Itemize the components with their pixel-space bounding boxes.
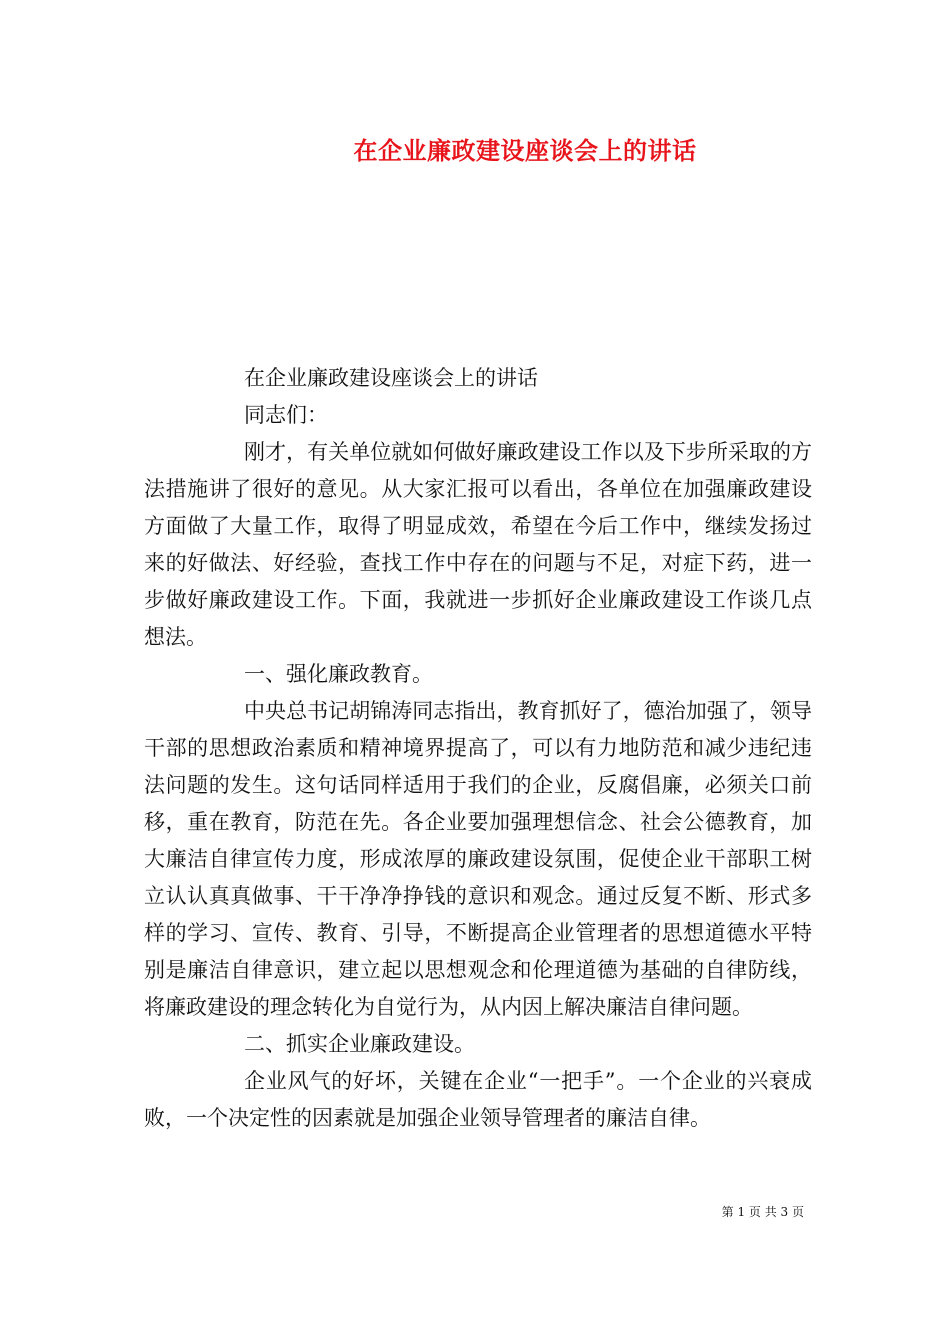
page-number-footer: 第 1 页 共 3 页 [721, 1205, 804, 1219]
document-body [144, 360, 812, 1137]
body-heading: 在企业廉政建设座谈会上的讲话 [244, 366, 538, 390]
paragraph-section-1: 中央总书记胡锦涛同志指出，教育抓好了，德治加强了，领导干部的思想政治素质和精神境界提高了，可以有力地防范和减少违纪违法问题的发生。这句话同样适用于我们的企业，反腐倡廉，必须关口前移，重在教育，防范在先。各企业要加强理想信念、社会公德教育，加大廉洁自律宣传力度，形成浓厚的廉政建设氛围，促使企业干部职工树立认认真真做事、干干净净挣钱的意识和观念。通过反复不断、形式多样的学习、宣传、教育、引导，不断提高企业管理者的思想道德水平特别是廉洁自律意识，建立起以思想观念和伦理道德为基础的自律防线，将廉政建设的理念转化为自觉行为，从内因上解决廉洁自律问题。 [144, 699, 812, 1019]
salutation: 同志们： [244, 403, 328, 427]
section-heading-1: 一、强化廉政教育。 [244, 662, 433, 686]
paragraph-section-2: 企业风气的好坏，关键在企业“一把手”。一个企业的兴衰成败，一个决定性的因素就是加强企业领导管理者的廉洁自律。 [144, 1069, 812, 1130]
paragraph-intro: 刚才，有关单位就如何做好廉政建设工作以及下步所采取的方法措施讲了很好的意见。从大家汇报可以看出，各单位在加强廉政建设方面做了大量工作，取得了明显成效，希望在今后工作中，继续发扬过来的好做法、好经验，查找工作中存在的问题与不足，对症下药，进一步做好廉政建设工作。下面，我就进一步抓好企业廉政建设工作谈几点想法。 [144, 440, 812, 649]
section-heading-2: 二、抓实企业廉政建设。 [244, 1032, 475, 1056]
document-title: 在企业廉政建设座谈会上的讲话 [353, 136, 697, 165]
